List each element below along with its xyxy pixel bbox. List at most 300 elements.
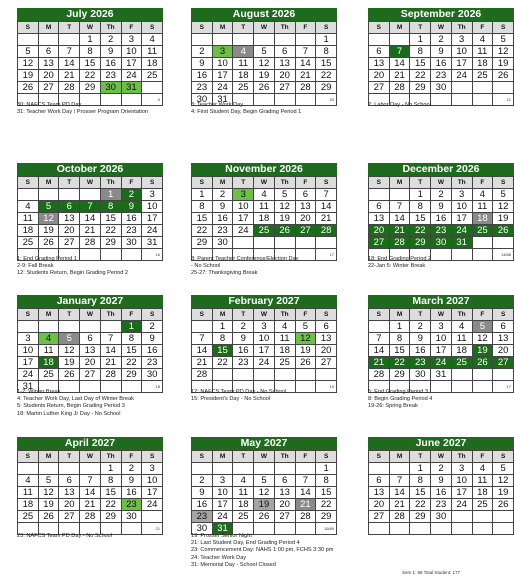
week-row xyxy=(18,34,163,46)
day-cell: 10 xyxy=(254,333,275,345)
day-cell: 4 xyxy=(254,189,275,201)
day-cell xyxy=(254,463,275,475)
day-cell: 11 xyxy=(451,333,472,345)
day-cell: 8 xyxy=(316,46,337,58)
day-cell: 30 xyxy=(121,511,142,523)
day-cell: 16 xyxy=(431,487,452,499)
day-cell: 13 xyxy=(80,345,101,357)
week-row xyxy=(18,237,163,249)
weekday-header: T xyxy=(59,22,80,34)
day-cell: 10 xyxy=(451,46,472,58)
day-cell: 9 xyxy=(233,333,254,345)
day-cell: 14 xyxy=(80,213,101,225)
day-cell xyxy=(472,523,493,535)
day-cell: 22 xyxy=(410,499,431,511)
note-line: 18: Martin Luther King Jr Day - No School xyxy=(17,410,121,417)
week-row xyxy=(192,487,337,499)
week-row xyxy=(18,189,163,201)
weekday-header: W xyxy=(254,451,275,463)
day-cell: 19 xyxy=(254,499,275,511)
day-cell: 15 xyxy=(192,213,213,225)
note-line: 12: NAFCS Team PD Day - No School xyxy=(191,389,287,395)
day-cell: 22 xyxy=(316,70,337,82)
month-title: February 2027 xyxy=(191,295,337,308)
day-cell: 21 xyxy=(295,499,316,511)
week-row xyxy=(192,34,337,46)
day-cell xyxy=(192,463,213,475)
day-cell: 5 xyxy=(59,333,80,345)
month-title: October 2026 xyxy=(17,163,163,176)
day-cell: 1 xyxy=(100,189,121,201)
weekday-header: S xyxy=(493,177,514,189)
day-cell: 23 xyxy=(233,357,254,369)
weekday-header: M xyxy=(212,451,233,463)
day-cell xyxy=(369,523,390,535)
weekday-header: F xyxy=(472,309,493,321)
month-grid xyxy=(17,176,163,261)
day-cell: 7 xyxy=(389,475,410,487)
day-cell: 23 xyxy=(431,499,452,511)
weekday-header: T xyxy=(233,177,254,189)
day-cell xyxy=(80,189,101,201)
day-cell: 18 xyxy=(254,213,275,225)
day-cell: 30 xyxy=(121,237,142,249)
weekday-header: W xyxy=(80,22,101,34)
day-cell: 11 xyxy=(38,345,59,357)
day-cell xyxy=(38,463,59,475)
day-cell xyxy=(38,34,59,46)
day-cell: 25 xyxy=(233,511,254,523)
day-cell: 14 xyxy=(100,345,121,357)
day-cell: 27 xyxy=(369,237,390,249)
day-cell: 10 xyxy=(212,487,233,499)
weekday-header: T xyxy=(233,309,254,321)
day-cell: 12 xyxy=(38,487,59,499)
day-cell: 15 xyxy=(316,487,337,499)
day-cell xyxy=(451,511,472,523)
day-cell: 21 xyxy=(80,499,101,511)
day-cell xyxy=(493,523,514,535)
month-notes xyxy=(368,102,514,109)
day-cell: 5 xyxy=(38,201,59,213)
month-june-2027 xyxy=(368,437,514,535)
day-cell xyxy=(233,463,254,475)
weekday-header: W xyxy=(80,451,101,463)
day-cell: 3 xyxy=(142,189,163,201)
day-cell: 8 xyxy=(212,333,233,345)
week-row xyxy=(369,34,514,46)
day-cell: 20 xyxy=(493,345,514,357)
day-cell: 17 xyxy=(431,345,452,357)
day-count: 15/89 xyxy=(316,523,337,535)
day-cell: 21 xyxy=(192,357,213,369)
day-cell: 10 xyxy=(233,201,254,213)
note-line: 12: Students Return, Begin Grading Period 2 xyxy=(17,270,129,277)
weekday-header: M xyxy=(38,451,59,463)
day-cell: 19 xyxy=(493,58,514,70)
day-cell: 4 xyxy=(233,46,254,58)
week-row xyxy=(18,58,163,70)
day-cell xyxy=(254,237,275,249)
week-row xyxy=(192,333,337,345)
day-cell: 1 xyxy=(192,189,213,201)
note-line: 25-27: Thanksgiving Break xyxy=(191,270,258,277)
week-row xyxy=(369,46,514,58)
day-cell xyxy=(316,237,337,249)
weekday-header: F xyxy=(472,22,493,34)
day-count: 17 xyxy=(316,249,337,261)
day-cell: 28 xyxy=(389,237,410,249)
day-cell: 26 xyxy=(38,511,59,523)
month-title: December 2026 xyxy=(368,163,514,176)
day-cell: 9 xyxy=(192,58,213,70)
day-cell: 3 xyxy=(451,34,472,46)
day-cell: 7 xyxy=(295,46,316,58)
week-row xyxy=(369,463,514,475)
month-august-2026 xyxy=(191,8,337,106)
day-cell: 24 xyxy=(121,70,142,82)
week-row xyxy=(192,475,337,487)
day-cell xyxy=(212,463,233,475)
day-cell: 4 xyxy=(38,333,59,345)
day-cell xyxy=(142,82,163,94)
day-cell: 15 xyxy=(100,487,121,499)
day-cell: 8 xyxy=(192,201,213,213)
weekday-header: S xyxy=(192,451,213,463)
day-cell: 20 xyxy=(274,70,295,82)
week-row xyxy=(369,58,514,70)
note-line: 31: Memorial Day - School Closed xyxy=(191,561,276,568)
day-cell: 1 xyxy=(121,321,142,333)
day-cell: 22 xyxy=(80,70,101,82)
weekday-header: T xyxy=(59,451,80,463)
day-cell: 6 xyxy=(80,333,101,345)
weekday-header: Th xyxy=(100,451,121,463)
day-cell: 2 xyxy=(431,463,452,475)
day-cell: 31 xyxy=(431,369,452,381)
weekday-header: T xyxy=(233,22,254,34)
day-cell: 5 xyxy=(274,189,295,201)
day-cell: 25 xyxy=(18,237,39,249)
day-cell: 27 xyxy=(369,511,390,523)
week-row xyxy=(192,369,337,381)
day-cell: 12 xyxy=(254,58,275,70)
day-cell: 6 xyxy=(493,321,514,333)
day-cell xyxy=(369,463,390,475)
weekday-header: Th xyxy=(100,309,121,321)
note-line: 15: President's Day - No School xyxy=(191,396,271,403)
day-count: 0 xyxy=(142,94,163,106)
day-count: 21 xyxy=(142,523,163,535)
day-cell: 9 xyxy=(192,487,213,499)
day-cell: 19 xyxy=(38,225,59,237)
day-cell: 17 xyxy=(451,58,472,70)
day-cell: 24 xyxy=(18,369,39,381)
day-cell: 3 xyxy=(18,333,39,345)
day-cell: 2 xyxy=(192,46,213,58)
day-cell: 6 xyxy=(369,475,390,487)
day-cell xyxy=(233,34,254,46)
weekday-header: S xyxy=(493,22,514,34)
day-cell: 24 xyxy=(451,225,472,237)
day-cell: 2 xyxy=(212,189,233,201)
weekday-header: S xyxy=(18,177,39,189)
month-title: July 2026 xyxy=(17,8,163,21)
day-cell: 28 xyxy=(295,82,316,94)
day-cell: 30 xyxy=(100,82,121,94)
day-cell: 16 xyxy=(410,345,431,357)
day-cell: 26 xyxy=(493,225,514,237)
day-cell: 15 xyxy=(410,487,431,499)
day-cell: 8 xyxy=(80,46,101,58)
note-line: 19-26: Spring Break xyxy=(368,403,418,410)
day-cell: 28 xyxy=(192,369,213,381)
day-cell: 3 xyxy=(121,34,142,46)
day-cell xyxy=(389,34,410,46)
day-cell: 7 xyxy=(192,333,213,345)
day-cell: 26 xyxy=(295,357,316,369)
weekday-header: Th xyxy=(100,177,121,189)
day-cell: 19 xyxy=(274,213,295,225)
note-line: 2-9: Fall Break xyxy=(17,263,54,270)
day-cell: 27 xyxy=(493,357,514,369)
weekday-header: M xyxy=(38,177,59,189)
day-cell: 1 xyxy=(212,321,233,333)
weekday-header: W xyxy=(80,177,101,189)
day-cell: 10 xyxy=(18,345,39,357)
day-cell xyxy=(274,463,295,475)
day-cell: 28 xyxy=(295,511,316,523)
day-cell: 24 xyxy=(451,70,472,82)
note-line: 5: End Grading Period 3 xyxy=(368,389,429,395)
day-cell: 26 xyxy=(274,225,295,237)
day-cell xyxy=(451,369,472,381)
week-row xyxy=(369,321,514,333)
day-cell: 3 xyxy=(451,463,472,475)
day-cell: 17 xyxy=(451,487,472,499)
week-row xyxy=(192,46,337,58)
day-cell: 21 xyxy=(80,225,101,237)
day-cell: 25 xyxy=(472,225,493,237)
day-cell xyxy=(389,189,410,201)
weekday-header: T xyxy=(410,451,431,463)
weekday-header: W xyxy=(431,22,452,34)
day-cell: 14 xyxy=(80,487,101,499)
day-cell: 22 xyxy=(212,357,233,369)
week-row xyxy=(192,511,337,523)
day-cell: 7 xyxy=(369,333,390,345)
day-cell: 24 xyxy=(233,225,254,237)
note-line: 23: NAFCS Team PD Day - No School xyxy=(17,533,113,539)
week-row xyxy=(18,46,163,58)
week-row xyxy=(18,225,163,237)
day-cell: 14 xyxy=(295,487,316,499)
day-cell: 4 xyxy=(472,34,493,46)
week-row xyxy=(192,82,337,94)
day-cell: 7 xyxy=(80,475,101,487)
week-row xyxy=(192,225,337,237)
weekday-header: S xyxy=(316,451,337,463)
day-cell: 18 xyxy=(38,357,59,369)
day-cell: 17 xyxy=(121,58,142,70)
day-cell xyxy=(451,523,472,535)
weekday-header: M xyxy=(389,309,410,321)
day-count: 17 xyxy=(493,381,514,393)
day-cell: 26 xyxy=(472,357,493,369)
weekday-header: Th xyxy=(100,22,121,34)
day-cell: 8 xyxy=(410,201,431,213)
weekday-header: F xyxy=(295,309,316,321)
week-row xyxy=(18,511,163,523)
note-line: - No School xyxy=(191,263,221,270)
weekday-header: W xyxy=(254,22,275,34)
day-count: 16 xyxy=(142,249,163,261)
day-cell: 27 xyxy=(38,82,59,94)
day-cell: 19 xyxy=(295,345,316,357)
day-cell: 12 xyxy=(38,213,59,225)
weekday-header: T xyxy=(410,309,431,321)
week-row xyxy=(192,201,337,213)
day-cell: 20 xyxy=(369,70,390,82)
day-cell xyxy=(472,237,493,249)
weekday-header: F xyxy=(472,177,493,189)
day-cell: 2 xyxy=(233,321,254,333)
day-count: 18 xyxy=(142,381,163,393)
week-row xyxy=(18,369,163,381)
day-cell xyxy=(472,511,493,523)
day-cell xyxy=(369,189,390,201)
day-cell: 2 xyxy=(192,475,213,487)
day-cell xyxy=(451,82,472,94)
day-cell: 14 xyxy=(389,213,410,225)
day-cell: 16 xyxy=(233,345,254,357)
month-grid xyxy=(191,308,337,393)
week-row xyxy=(369,189,514,201)
day-cell: 23 xyxy=(142,357,163,369)
day-cell: 13 xyxy=(369,213,390,225)
day-cell: 24 xyxy=(142,225,163,237)
day-cell: 22 xyxy=(316,499,337,511)
weekday-header: S xyxy=(142,451,163,463)
day-cell: 18 xyxy=(472,213,493,225)
week-row xyxy=(369,487,514,499)
day-cell: 28 xyxy=(316,225,337,237)
day-cell: 22 xyxy=(192,225,213,237)
day-cell: 15 xyxy=(410,58,431,70)
day-cell xyxy=(431,523,452,535)
note-line: 8: Begin Grading Period 4 xyxy=(368,396,433,403)
day-cell: 13 xyxy=(369,487,390,499)
day-cell: 10 xyxy=(451,201,472,213)
month-may-2027 xyxy=(191,437,337,535)
month-november-2026 xyxy=(191,163,337,261)
day-cell: 26 xyxy=(493,70,514,82)
month-title: September 2026 xyxy=(368,8,514,21)
day-cell: 9 xyxy=(121,475,142,487)
day-cell: 5 xyxy=(493,463,514,475)
day-cell: 28 xyxy=(389,511,410,523)
day-cell: 7 xyxy=(100,333,121,345)
weekday-header: M xyxy=(38,309,59,321)
note-line: 4: Teacher Work Day, Last Day of Winter Break xyxy=(17,396,134,403)
week-row xyxy=(369,357,514,369)
day-cell: 3 xyxy=(451,189,472,201)
day-cell xyxy=(59,463,80,475)
day-cell: 4 xyxy=(142,34,163,46)
month-december-2026 xyxy=(368,163,514,261)
footer-totals: Sem 1: 88 Total Student: 177 xyxy=(402,570,460,575)
day-cell: 27 xyxy=(295,225,316,237)
day-cell: 6 xyxy=(38,46,59,58)
day-cell: 20 xyxy=(38,70,59,82)
day-cell: 8 xyxy=(100,201,121,213)
day-cell xyxy=(59,321,80,333)
weekday-header: Th xyxy=(274,22,295,34)
day-cell xyxy=(18,321,39,333)
day-cell: 18 xyxy=(142,58,163,70)
day-cell: 16 xyxy=(192,499,213,511)
weekday-header: W xyxy=(431,177,452,189)
week-row xyxy=(369,499,514,511)
weekday-header: Th xyxy=(451,451,472,463)
day-cell: 2 xyxy=(431,189,452,201)
day-cell: 24 xyxy=(212,511,233,523)
day-cell: 18 xyxy=(18,499,39,511)
day-cell: 23 xyxy=(121,499,142,511)
day-cell xyxy=(493,369,514,381)
day-cell: 15 xyxy=(410,213,431,225)
day-cell: 23 xyxy=(192,511,213,523)
week-row xyxy=(18,357,163,369)
day-cell: 27 xyxy=(59,511,80,523)
day-cell: 16 xyxy=(100,58,121,70)
day-count: 20 xyxy=(316,94,337,106)
day-cell: 31 xyxy=(451,237,472,249)
day-cell: 7 xyxy=(389,46,410,58)
weekday-header: F xyxy=(295,177,316,189)
day-cell: 30 xyxy=(212,237,233,249)
month-september-2026 xyxy=(368,8,514,106)
day-cell: 31 xyxy=(142,237,163,249)
weekday-header: F xyxy=(121,451,142,463)
month-february-2027 xyxy=(191,295,337,393)
day-cell: 9 xyxy=(100,46,121,58)
day-cell: 11 xyxy=(142,46,163,58)
month-grid xyxy=(191,450,337,535)
day-cell: 30 xyxy=(431,82,452,94)
day-cell: 3 xyxy=(212,475,233,487)
day-cell xyxy=(80,463,101,475)
week-row xyxy=(369,511,514,523)
day-cell: 6 xyxy=(295,189,316,201)
day-cell: 19 xyxy=(472,345,493,357)
day-cell: 25 xyxy=(254,225,275,237)
weekday-header: F xyxy=(121,22,142,34)
weekday-header: T xyxy=(233,451,254,463)
day-cell xyxy=(59,189,80,201)
day-cell: 3 xyxy=(142,463,163,475)
day-cell: 30 xyxy=(431,237,452,249)
day-cell: 29 xyxy=(100,237,121,249)
day-cell: 7 xyxy=(59,46,80,58)
month-grid xyxy=(17,450,163,535)
week-row xyxy=(18,321,163,333)
day-cell: 9 xyxy=(431,46,452,58)
day-cell: 12 xyxy=(254,487,275,499)
note-line: 4: First Student Day, Begin Grading Period 1 xyxy=(191,109,302,116)
day-cell: 11 xyxy=(274,333,295,345)
day-cell: 29 xyxy=(192,237,213,249)
